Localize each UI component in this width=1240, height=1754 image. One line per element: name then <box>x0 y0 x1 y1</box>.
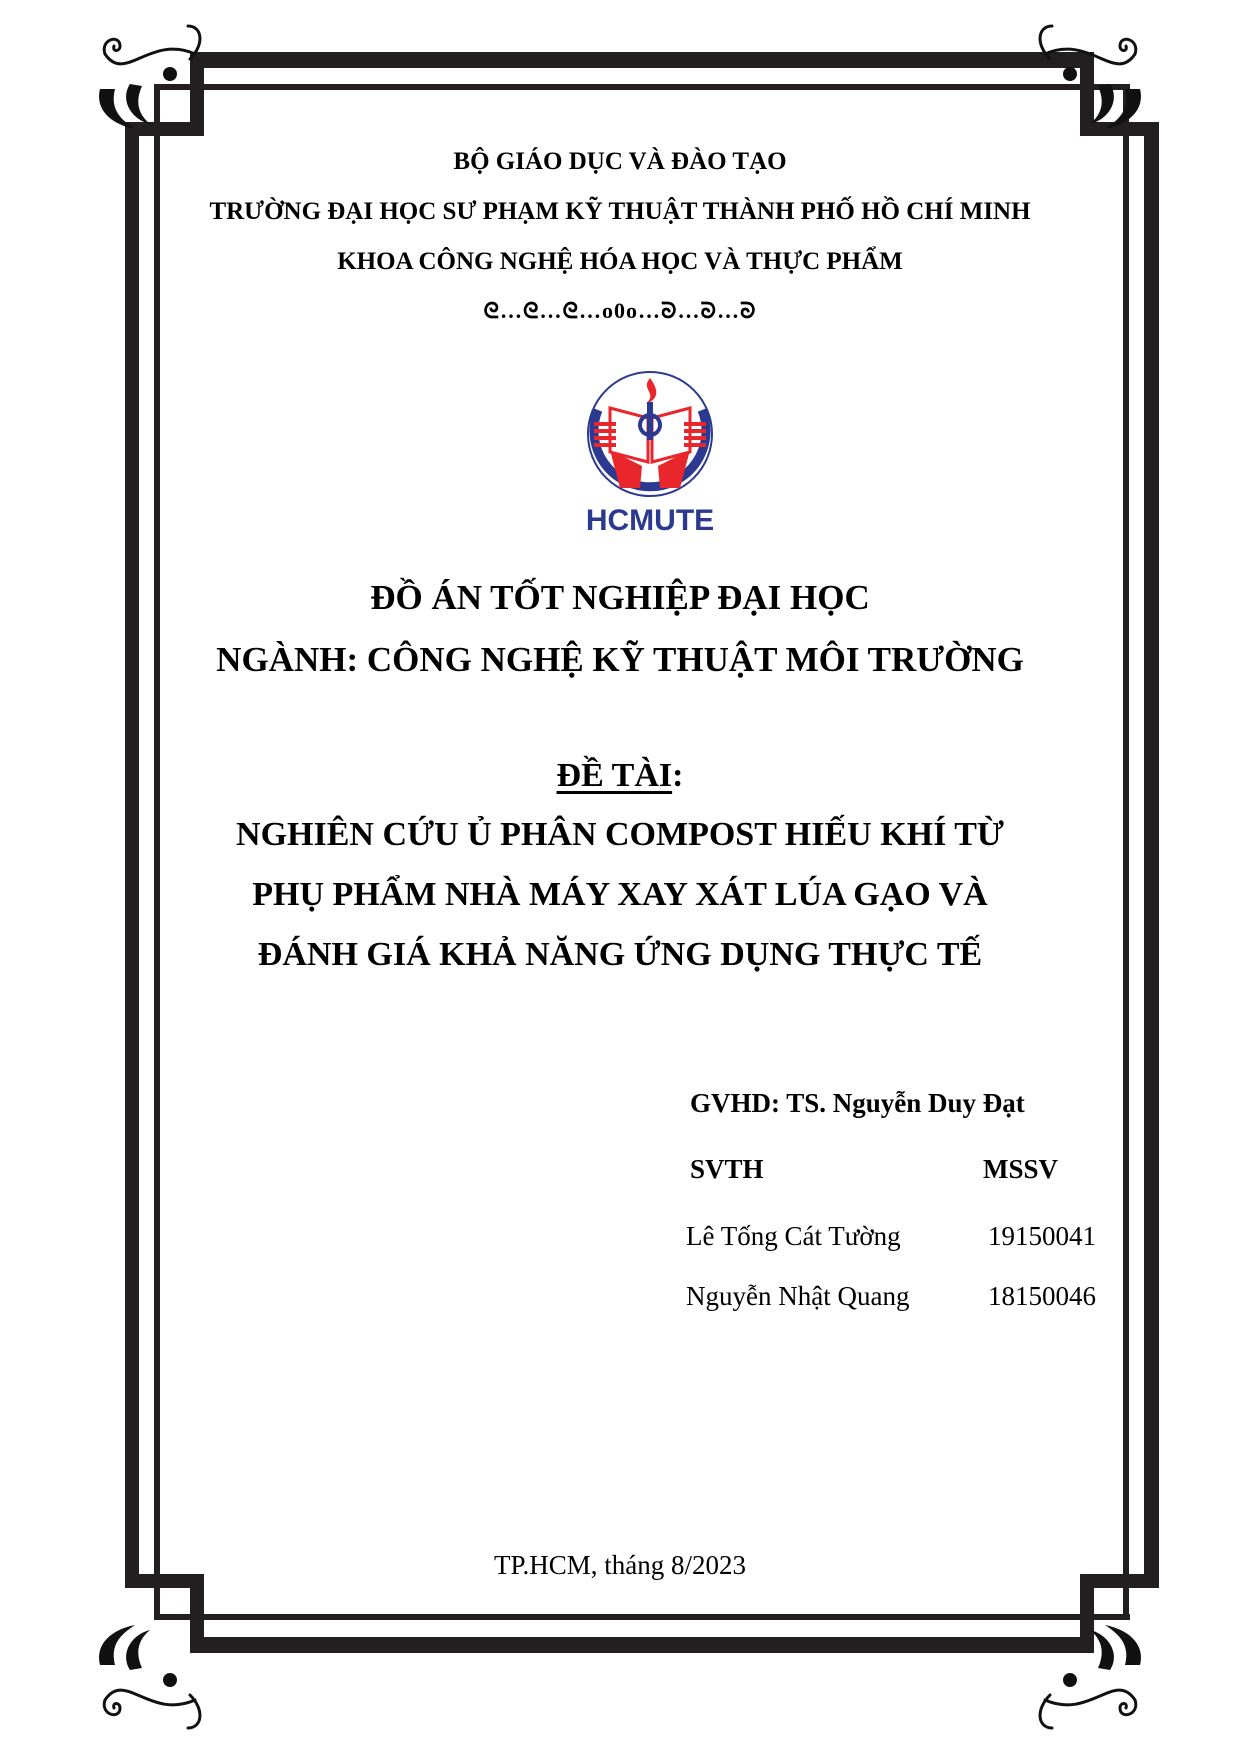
border-top-thin <box>155 84 1130 90</box>
separator-glyphs: ᘓ…ᘓ…ᘓ…o0o…ᘐ…ᘐ…ᘐ <box>483 298 757 323</box>
place-date: TP.HCM, tháng 8/2023 <box>493 1550 747 1580</box>
flourish-bottom-right-icon <box>1030 1620 1150 1740</box>
advisor: GVHD: TS. Nguyễn Duy Đạt <box>690 1088 1025 1118</box>
student-id: 19150041 <box>988 1221 1096 1251</box>
topic-colon: : <box>672 757 684 794</box>
student-name: Lê Tống Cát Tường <box>686 1221 901 1251</box>
faculty-name: KHOA CÔNG NGHỆ HÓA HỌC VÀ THỰC PHẨM <box>337 248 903 275</box>
student-id: 18150046 <box>988 1281 1096 1311</box>
border-right-thick <box>1144 122 1159 1586</box>
student-name: Nguyễn Nhật Quang <box>686 1281 910 1311</box>
topic-heading <box>0 757 1240 795</box>
hcmute-logo <box>580 370 720 540</box>
flourish-bottom-left-icon <box>90 1620 210 1740</box>
logo-text: HCMUTE <box>585 504 715 537</box>
flourish-top-left-icon <box>90 14 210 134</box>
flourish-top-right-icon <box>1030 14 1150 134</box>
decorative-separator <box>0 298 1240 324</box>
border-left-thick <box>125 122 139 1586</box>
topic-line-1: NGHIÊN CỨU Ủ PHÂN COMPOST HIẾU KHÍ TỪ <box>236 816 1004 853</box>
border-bottom-thick <box>190 1637 1050 1653</box>
border-bottom-thin <box>155 1614 1130 1620</box>
students-col-name-header: SVTH <box>690 1154 764 1184</box>
major-name: NGÀNH: CÔNG NGHỆ KỸ THUẬT MÔI TRƯỜNG <box>216 640 1024 679</box>
border-top-thick <box>190 52 1050 68</box>
thesis-type: ĐỒ ÁN TỐT NGHIỆP ĐẠI HỌC <box>370 578 870 617</box>
topic-label: ĐỀ TÀI <box>556 757 673 794</box>
ministry-name: BỘ GIÁO DỤC VÀ ĐÀO TẠO <box>453 148 787 175</box>
topic-line-3: ĐÁNH GIÁ KHẢ NĂNG ỨNG DỤNG THỰC TẾ <box>257 936 983 973</box>
topic-line-2: PHỤ PHẨM NHÀ MÁY XAY XÁT LÚA GẠO VÀ <box>252 876 988 913</box>
university-name: TRƯỜNG ĐẠI HỌC SƯ PHẠM KỸ THUẬT THÀNH PHỐ HỒ CHÍ MINH <box>209 198 1031 225</box>
students-col-id-header: MSSV <box>983 1154 1059 1184</box>
